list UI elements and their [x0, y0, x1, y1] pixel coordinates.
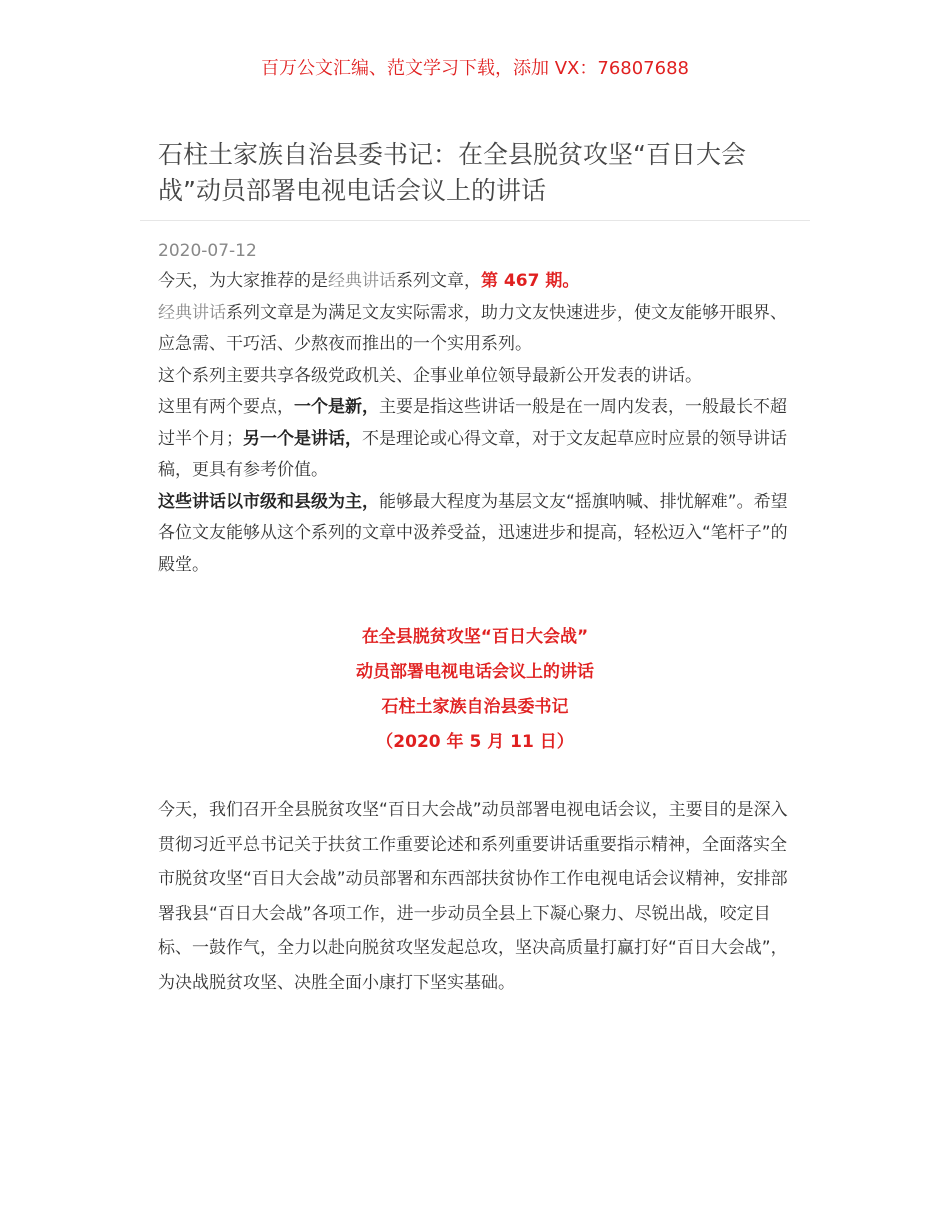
series-name: 经典讲话 — [158, 302, 226, 323]
speech-date: （2020 年 5 月 11 日） — [376, 732, 574, 752]
intro-text: 能够最大程度为基层文友“摇旗呐喊、排忧解难”。希望各位文友能够从这个系列的文章中汲养受益，迅速进步和提高，轻松迈入“笔杆子”的殿堂。 — [158, 491, 788, 575]
intro-text: 系列文章是为满足文友实际需求，助力文友快速进步，使文友能够开眼界、应急需、干巧活、少熬夜而推出的一个实用系列。 — [158, 302, 787, 354]
promo-banner: 百万公文汇编、范文学习下载，添加 VX：76807688 — [261, 58, 689, 79]
article-title: 石柱土家族自治县委书记：在全县脱贫攻坚“百日大会战”动员部署电视电话会议上的讲话 — [158, 140, 746, 205]
key-point-1: 一个是新， — [294, 397, 379, 417]
intro-paragraph-2 — [158, 298, 794, 361]
series-name: 经典讲话 — [328, 271, 396, 291]
focus-statement: 这些讲话以市级和县级为主， — [158, 491, 379, 512]
publish-date: 2020-07-12 — [158, 241, 257, 261]
speech-title-line-2: 动员部署电视电话会议上的讲话 — [356, 662, 594, 682]
issue-number: 第 467 期。 — [481, 271, 580, 291]
title-divider — [140, 220, 810, 221]
intro-text: 系列文章， — [396, 271, 481, 291]
intro-paragraph-3: 这个系列主要共享各级党政机关、企事业单位领导最新公开发表的讲话。 — [158, 365, 702, 386]
intro-text: 不是理论或心得文章，对于文友起草应时应景的领导讲话稿，更具有参考价值。 — [158, 428, 787, 480]
speech-speaker: 石柱土家族自治县委书记 — [381, 697, 569, 717]
speech-body: 今天，我们召开全县脱贫攻坚“百日大会战”动员部署电视电话会议，主要目的是深入贯彻习近平总书记关于扶贫工作重要论述和系列重要讲话重要指示精神，全面落实全市脱贫攻坚“百日大会战”动员部署和东西部扶贫协作工作电视电话会议精神，安排部署我县“百日大会战”各项工作，进一步动员全县上下凝心聚力、尽锐出战，咬定目标、一鼓作气，全力以赴向脱贫攻坚发起总攻，坚决高质量打赢打好“百日大会战”，为决战脱贫攻坚、决胜全面小康打下坚实基础。 — [158, 800, 788, 993]
intro-text: 今天，为大家推荐的是 — [158, 271, 328, 291]
intro-text: 主要是指这些讲话一般是在一周内发表，一般最长不超过半个月； — [158, 397, 787, 449]
key-point-2: 另一个是讲话， — [243, 428, 362, 449]
series-intro — [158, 266, 794, 581]
intro-paragraph-1 — [158, 266, 794, 298]
speech-heading — [0, 620, 950, 760]
intro-paragraph-5 — [158, 487, 794, 582]
intro-paragraph-4 — [158, 392, 794, 487]
speech-title-line-1: 在全县脱贫攻坚“百日大会战” — [361, 627, 589, 647]
intro-text: 这里有两个要点， — [158, 397, 294, 417]
